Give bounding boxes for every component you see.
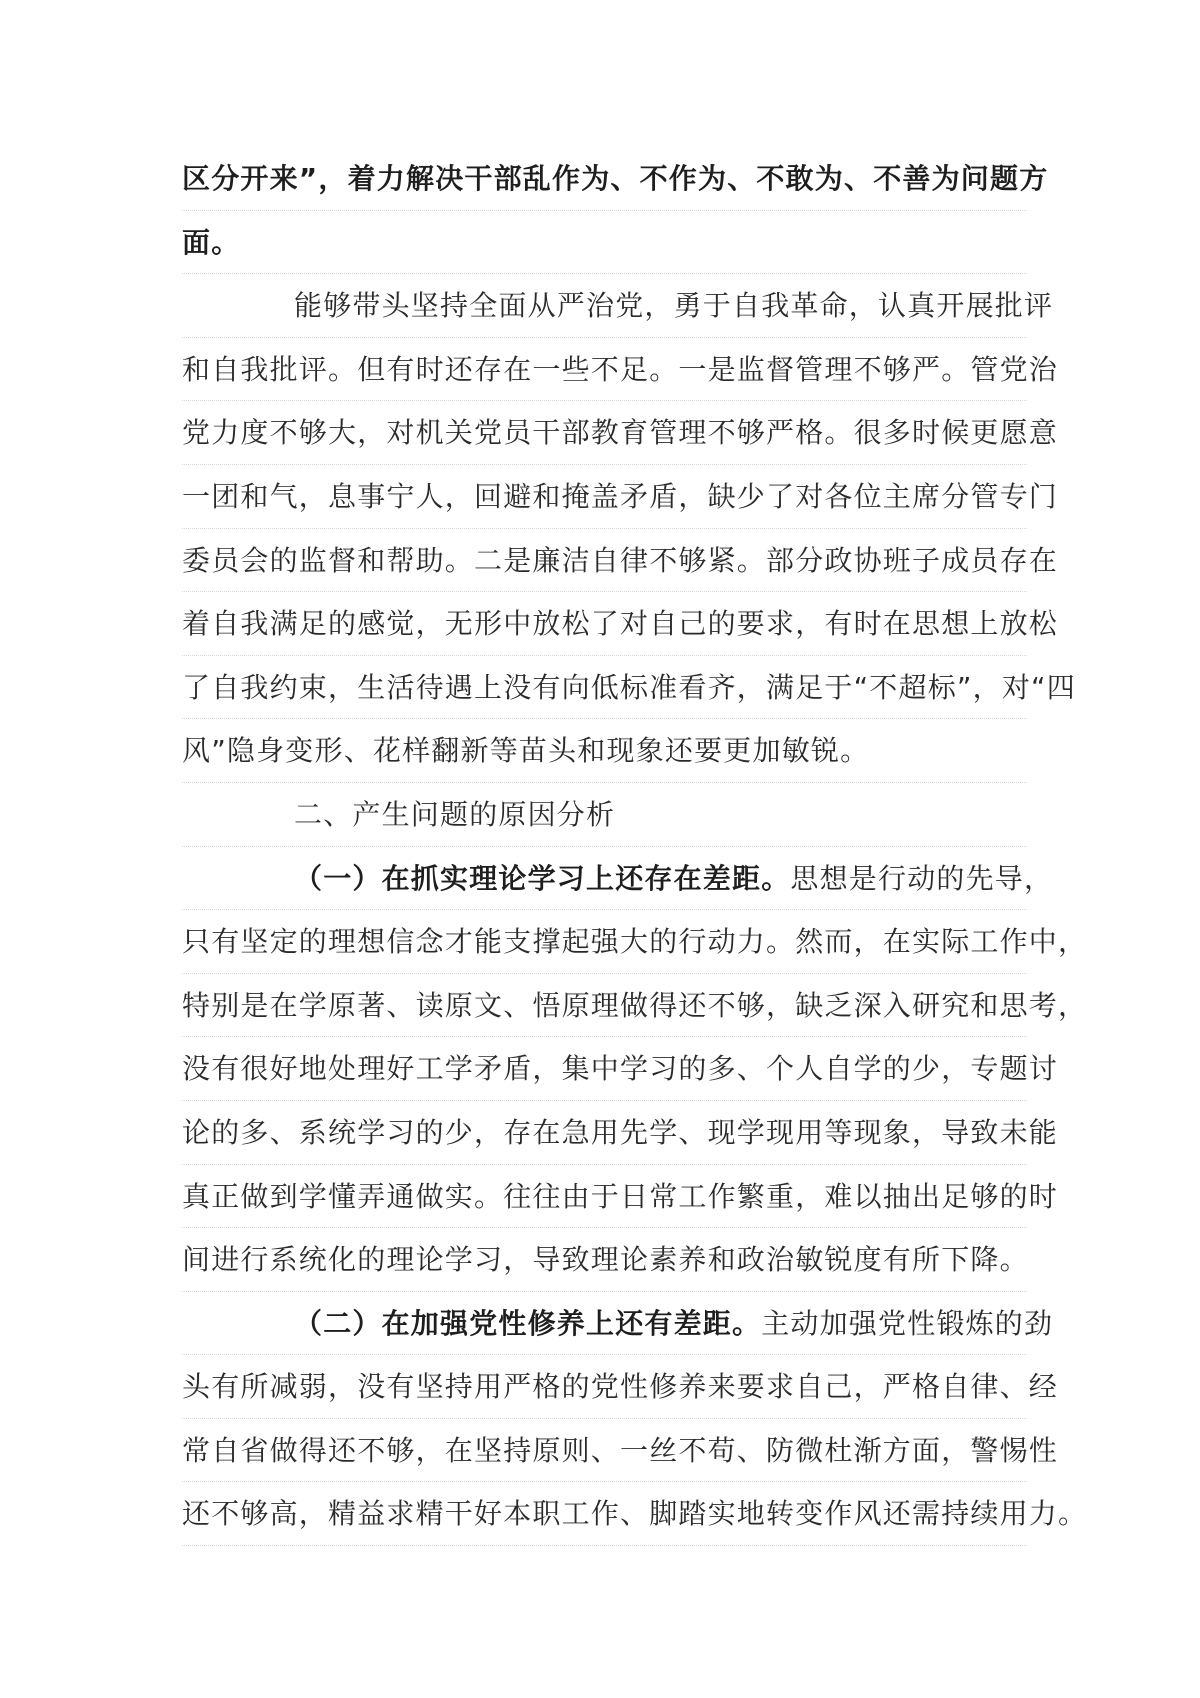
body-text: 真正做到学懂弄通做实。往往由于日常工作繁重，难以抽出足够的时 [182,1179,1059,1213]
text-line [182,1355,1059,1419]
text-line [182,1228,1027,1292]
text-line [182,656,1076,720]
text-line [182,1419,1059,1483]
body-text: 和自我批评。但有时还存在一些不足。一是监督管理不够严。管党治 [182,352,1059,386]
bold-text: 区分开来”，着力解决干部乱作为、不作为、不敢为、不善为问题方 [182,162,1049,195]
text-line [182,719,1027,783]
body-text: 思想是行动的先导， [790,861,1054,895]
body-text: 头有所减弱，没有坚持用严格的党性修养来要求自己，严格自律、经 [182,1370,1059,1404]
body-text: 特别是在学原著、读原文、悟原理做得还不够，缺乏深入研究和思考， [182,988,1088,1022]
text-line [182,465,1059,529]
body-text: 论的多、系统学习的少，存在急用先学、现学现用等现象，导致未能 [182,1115,1059,1149]
text-line [182,1292,1054,1356]
body-text: 间进行系统化的理论学习，导致理论素养和政治敏锐度有所下降。 [182,1243,1029,1277]
bold-text: （一）在抓实理论学习上还存在差距。 [294,861,791,895]
text-line [182,783,1027,847]
text-line [182,401,1059,465]
body-text: 只有坚定的理想信念才能支撑起强大的行动力。然而，在实际工作中， [182,925,1088,959]
body-text: 还不够高，精益求精干好本职工作、脚踏实地转变作风还需持续用力。 [182,1497,1088,1531]
text-line [182,529,1059,593]
body-text: 党力度不够大，对机关党员干部教育管理不够严格。很多时候更愿意 [182,416,1059,450]
body-text: 委员会的监督和帮助。二是廉洁自律不够紧。部分政协班子成员存在 [182,543,1059,577]
body-text: 二、产生问题的原因分析 [294,797,616,831]
text-line [182,147,1049,211]
bold-text: 面。 [182,225,241,259]
text-line [182,338,1059,402]
body-text: 风”隐身变形、花样翻新等苗头和现象还要更加敏锐。 [182,734,870,768]
text-line [182,847,1054,911]
text-line [182,1101,1059,1165]
text-line [182,1165,1059,1229]
body-text: 能够带头坚持全面从严治党，勇于自我革命，认真开展批评 [294,289,1054,323]
text-line [182,910,1088,974]
body-text: 一团和气，息事宁人，回避和掩盖矛盾，缺少了对各位主席分管专门 [182,479,1059,513]
body-text: 了自我约束，生活待遇上没有向低标准看齐，满足于“不超标”，对“四 [182,670,1076,704]
body-text: 主动加强党性锻炼的劲 [761,1306,1054,1340]
document-body [182,147,1088,1546]
text-line [182,592,1059,656]
text-line [182,1037,1059,1101]
text-line [182,211,1027,275]
body-text: 常自省做得还不够，在坚持原则、一丝不苟、防微杜渐方面，警惕性 [182,1433,1059,1467]
bold-text: （二）在加强党性修养上还有差距。 [294,1306,762,1340]
body-text: 没有很好地处理好工学矛盾，集中学习的多、个人自学的少，专题讨 [182,1052,1059,1086]
text-line [182,274,1054,338]
text-line [182,974,1088,1038]
body-text: 着自我满足的感觉，无形中放松了对自己的要求，有时在思想上放松 [182,607,1059,641]
text-line [182,1482,1088,1546]
